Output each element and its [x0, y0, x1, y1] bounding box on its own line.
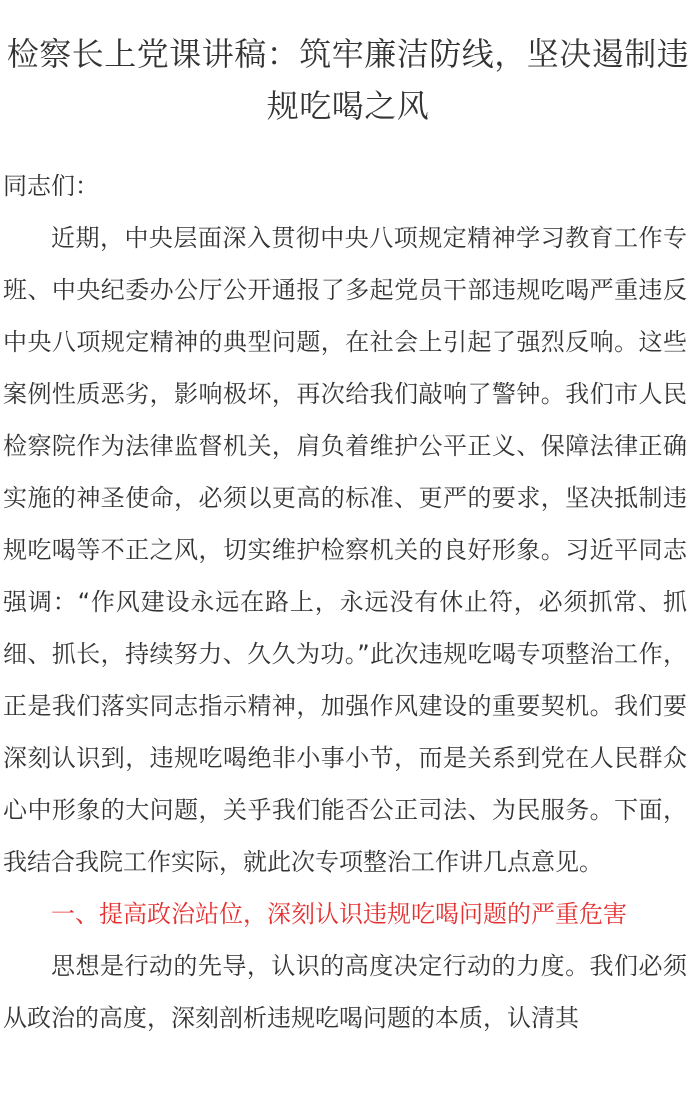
intro-paragraph: 近期，中央层面深入贯彻中央八项规定精神学习教育工作专班、中央纪委办公厅公开通报了多起党员干部违规吃喝严重违反中央八项规定精神的典型问题，在社会上引起了强烈反响。这些案例性质恶劣，影响极坏，再次给我们敲响了警钟。我们市人民检察院作为法律监督机关，肩负着维护公平正义、保障法律正确实施的神圣使命，必须以更高的标准、更严的要求，坚决抵制违规吃喝等不正之风，切实维护检察机关的良好形象。习近平同志强调：“作风建设永远在路上，永远没有休止符，必须抓常、抓细、抓长，持续努力、久久为功。”此次违规吃喝专项整治工作，正是我们落实同志指示精神，加强作风建设的重要契机。我们要深刻认识到，违规吃喝绝非小事小节，而是关系到党在人民群众心中形象的大问题，关乎我们能否公正司法、为民服务。下面，我结合我院工作实际，就此次专项整治工作讲几点意见。 — [3, 224, 687, 876]
document-title: 检察长上党课讲稿：筑牢廉洁防线，坚决遏制违规吃喝之风 — [6, 35, 690, 125]
section-heading: 一、提高政治站位，深刻认识违规吃喝问题的严重危害 — [51, 900, 627, 928]
salutation: 同志们： — [3, 172, 99, 200]
section-paragraph: 思想是行动的先导，认识的高度决定行动的力度。我们必须从政治的高度，深刻剖析违规吃喝问题的本质，认清其 — [3, 952, 687, 1032]
